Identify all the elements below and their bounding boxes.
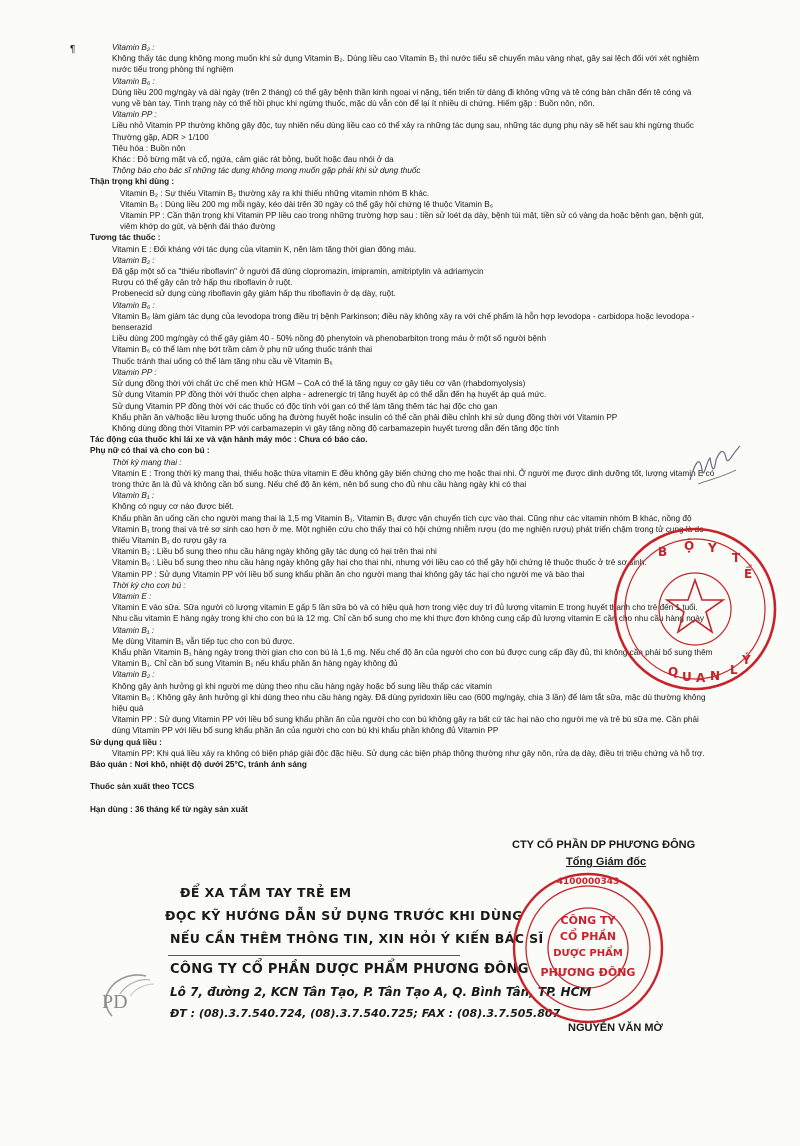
text-line: Không gây ảnh hưởng gì khi người mẹ dùng theo nhu cầu hàng ngày hoặc bổ sung liều thấp các vitamin [112, 681, 492, 691]
leaflet-text-block [90, 42, 780, 815]
text-line: Vitamin B₆ làm giảm tác dụng của levodopa trong điều trị bệnh Parkinson; điều này không xảy ra với chế phẩm là hỗn hợp levodopa - carbidopa hoặc levodopa - [112, 311, 695, 321]
text-line: Thời kỳ mang thai : [112, 457, 182, 467]
text-line: Vitamin B₁. Chỉ cần bổ sung Vitamin B₁ nếu khẩu phần ăn hàng ngày không đủ [112, 659, 398, 669]
text-line: Sử dụng quá liều : [90, 737, 162, 747]
svg-text:T: T [732, 551, 741, 565]
company-logo-icon [96, 970, 160, 1026]
text-line [90, 793, 780, 804]
svg-text:CÔNG TY: CÔNG TY [560, 914, 616, 927]
text-line: Liều nhỏ Vitamin PP thường không gây độc, tuy nhiên nếu dùng liều cao có thể xảy ra những tác dụng sau, những tác dụng phụ này sẽ hết sau khi ngừng thuốc [112, 121, 694, 131]
text-line: Thông báo cho bác sĩ những tác dụng không mong muốn gặp phải khi sử dụng thuốc [112, 166, 421, 176]
text-line: Sử dụng Vitamin PP đồng thời với các thuốc có độc tính với gan có thể làm tăng thêm tác hại độc cho gan [112, 401, 498, 411]
text-line: Tương tác thuốc : [90, 233, 161, 243]
text-line: dùng Vitamin PP với liều bổ sung khẩu phần ăn của người cho con bú khi khẩu phần không đủ Vitamin PP [112, 726, 499, 736]
text-line: viêm khớp do gút, và bệnh đái tháo đường [120, 222, 276, 232]
text-line: Probenecid sử dụng cùng riboflavin gây giảm hấp thu riboflavin ở dạ dày, ruột. [112, 289, 396, 299]
text-line: Vitamin B₂ : Sự thiếu Vitamin B₂ thường xảy ra khi thiếu những vitamin nhóm B khác. [120, 188, 430, 198]
text-line: Vitamin PP : Sử dụng Vitamin PP với liều bổ sung khẩu phần ăn cho người mang thai không gây tác hại cho người mẹ và bào thai [112, 569, 585, 579]
paragraph-mark: ¶ [70, 44, 76, 55]
text-line: trong thức ăn là đủ và không cần bổ sung. Nếu chế độ ăn kém, nên bổ sung cho đủ nhu cầu hàng ngày khi có thai [112, 479, 527, 489]
text-line: Vitamin B₂ : [112, 43, 155, 52]
company-phone-fax: ĐT : (08).3.7.540.724, (08).3.7.540.725; FAX : (08).3.7.505.807 [170, 1007, 561, 1020]
svg-text:L: L [730, 663, 738, 677]
text-line: Không thấy tác dụng không mong muốn khi sử dụng Vitamin B₂. Dùng liều cao Vitamin B₂ thì nước tiểu sẽ chuyển màu vàng nhạt, gây sai lệch đối với xét nghiệm [112, 54, 700, 64]
company-name: CÔNG TY CỔ PHẦN DƯỢC PHẨM PHƯƠNG ĐÔNG [170, 962, 529, 977]
text-line: Hạn dùng : 36 tháng kể từ ngày sản xuất [90, 804, 248, 814]
text-line: Vitamin PP: Khi quá liều xảy ra không có biện pháp giải độc đặc hiệu. Sử dụng các biện pháp thông thường như gây nôn, rửa dạ dày, điều trị triệu chứng và hỗ trợ. [112, 748, 705, 758]
text-line: Vitamin PP : Cần thận trọng khi Vitamin PP liều cao trong những trường hợp sau : tiền sử loét dạ dày, bệnh túi mật, tiền sử có vàng da hoặc bệnh gan, bệnh gút, [120, 211, 704, 221]
text-line: Khẩu phần ăn uống cần cho người mang thai là 1,5 mg Vitamin B₁. Vitamin B₁ được vận chuyển tích cực vào thai. Cũng như các vitamin nhóm B khác, nồng độ [112, 513, 692, 523]
text-line: Vitamin PP : [112, 110, 157, 120]
text-line: Vitamin E : [112, 591, 152, 601]
text-line: nước tiểu trong phòng thí nghiệm [112, 65, 234, 75]
text-line: Thận trọng khi dùng : [90, 177, 175, 187]
svg-text:N: N [710, 669, 721, 683]
official-seal-icon [610, 524, 780, 694]
text-line: Phụ nữ có thai và cho con bú : [90, 446, 210, 456]
text-line: Khẩu phần Vitamin B₁ hàng ngày trong thời gian cho con bú là 1,6 mg. Nếu chế độ ăn của người cho con bú được cung cấp đầy đủ, thì không cần phải bổ sung thêm [112, 647, 713, 657]
text-line: vụng về bàn tay. Tình trạng này có thể hồi phục khi ngừng thuốc, mặc dù vẫn còn để lại ít nhiều di chứng. Hiếm gặp : Buồn nôn, nôn. [112, 99, 595, 109]
text-line: Đã gặp một số ca "thiếu riboflavin" ở người đã dùng clopromazin, imipramin, amitriptylin và adriamycin [112, 267, 484, 277]
signer-role: Tổng Giám đốc [566, 856, 647, 868]
text-line: Không dùng đồng thời Vitamin PP với carbamazepin vì gây tăng nồng độ carbamazepin huyết tương dẫn đến tăng độc tính [112, 423, 559, 433]
text-line: Vitamin B₂ : [112, 255, 155, 265]
svg-text:PHƯƠNG ĐÔNG: PHƯƠNG ĐÔNG [540, 966, 636, 979]
text-line: Thời kỳ cho con bú : [112, 580, 186, 590]
text-line: Dùng liều 200 mg/ngày và dài ngày (trên 2 tháng) có thể gây bệnh thần kinh ngoại vi nặng, tiến triển từ dáng đi không vững và tê cóng bàn chân đến tê cóng và [112, 87, 692, 97]
footer-divider [168, 955, 460, 956]
warning-read-instructions: ĐỌC KỸ HƯỚNG DẪN SỬ DỤNG TRƯỚC KHI DÙNG [165, 908, 523, 923]
text-line: Khác : Đỏ bừng mặt và cổ, ngứa, cảm giác rát bỏng, buốt hoặc đau nhói ở da [112, 155, 394, 165]
svg-text:Q: Q [668, 665, 679, 679]
text-line: Rượu có thể gây cản trở hấp thu riboflavin ở ruột. [112, 278, 293, 288]
text-line: Vitamin B₆ có thể làm nhẹ bớt trầm cảm ở phụ nữ uống thuốc tránh thai [112, 345, 373, 355]
text-line: Vitamin B₁ : [112, 491, 155, 501]
svg-text:DƯỢC PHẨM: DƯỢC PHẨM [553, 948, 623, 959]
svg-text:Ộ: Ộ [684, 539, 695, 553]
svg-text:Ế: Ế [744, 567, 753, 581]
text-line: Tác động của thuốc khi lái xe và vận hành máy móc : Chưa có báo cáo. [90, 435, 368, 445]
text-line: Tiêu hóa : Buồn nôn [112, 143, 186, 153]
text-line: Sử dụng đồng thời với chất ức chế men khử HGM – CoA có thể là tăng nguy cơ gây tiêu cơ vân (rhabdomyolysis) [112, 379, 526, 389]
text-line: Vitamin B₁ : [112, 625, 155, 635]
text-line: Vitamin PP : Sử dụng Vitamin PP với liều bổ sung khẩu phần ăn của người cho con bú không gây ra bất cứ tác hại nào cho người mẹ và trẻ bú sữa mẹ. Cần phải [112, 715, 699, 725]
text-line: Vitamin B₆ : Liều bổ sung theo nhu cầu hàng ngày không gây hại cho thai nhi, nhưng với liều cao có thể gây hội chứng lệ thuộc thuốc ở trẻ sơ sinh. [112, 558, 647, 568]
text-line: thiếu Vitamin B₁ do rượu gây ra [112, 535, 227, 545]
text-line: Nhu cầu vitamin E hàng ngày trong khi cho con bú là 12 mg. Chỉ cần bổ sung cho mẹ khi thực đơn không cung cấp đủ lượng vitamin E cần cho nhu cầu hàng ngày [112, 614, 705, 624]
svg-text:Y: Y [708, 541, 717, 555]
svg-text:A: A [696, 671, 706, 685]
text-line: Vitamin E : Trong thời kỳ mang thai, thiếu hoặc thừa vitamin E đều không gây biến chứng cho mẹ hoặc thai nhi. Ở người mẹ được dinh dưỡng tốt, lượng vitamin E có [112, 468, 715, 478]
svg-text:B: B [658, 545, 668, 559]
signer-name: NGUYỄN VĂN MỜ [568, 1022, 663, 1034]
svg-text:CỔ PHẦN: CỔ PHẦN [559, 930, 617, 943]
svg-text:U: U [682, 670, 692, 684]
company-seal-icon [508, 868, 668, 1028]
text-line: Vitamin E : Đối kháng với tác dụng của vitamin K, nên làm tăng thời gian đông máu. [112, 244, 417, 254]
signer-company: CTY CỔ PHẦN DP PHƯƠNG ĐÔNG [512, 839, 696, 851]
text-line: Vitamin B₆ : [112, 76, 155, 86]
text-line [90, 770, 780, 781]
text-line: Sử dụng Vitamin PP đồng thời với thuốc chẹn alpha - adrenergic trị tăng huyết áp có thể dẫn đến hạ huyết áp quá mức. [112, 390, 547, 400]
text-line: hiệu quả [112, 703, 144, 713]
text-line: Vitamin B₆ : Không gây ảnh hưởng gì khi dùng theo nhu cầu hàng ngày. Đã dùng pyridoxin liều cao (600 mg/ngày, chia 3 lần) để làm tắt sữa, mặc dù thường không [112, 692, 706, 702]
text-line: Vitamin B₂ : [112, 670, 155, 680]
svg-text:4100000343: 4100000343 [556, 877, 620, 887]
warning-ask-doctor: NẾU CẦN THÊM THÔNG TIN, XIN HỎI Ý KIẾN BÁC SĨ [170, 931, 544, 946]
text-line: Liều dùng 200 mg/ngày có thể gây giảm 40 - 50% nồng độ phenytoin và phenobarbiton trong máu ở một số người bệnh [112, 334, 547, 344]
text-line: Thuốc sản xuất theo TCCS [90, 782, 195, 792]
svg-text:Ý: Ý [742, 653, 751, 667]
text-line: Vitamin B₂ : Liều bổ sung theo nhu cầu hàng ngày không gây tác dụng có hại trên thai nhi [112, 547, 437, 557]
text-line: Vitamin E vào sữa. Sữa người có lượng vitamin E gấp 5 lần sữa bò và có hiệu quả hơn trong việc duy trì đủ lượng vitamin E trong huyết thanh cho trẻ đến 1 tuổi. [112, 603, 698, 613]
text-line: Bảo quản : Nơi khô, nhiệt độ dưới 25°C, tránh ánh sáng [90, 760, 307, 769]
logo-text: PD [102, 991, 128, 1013]
text-line: Vitamin B₆ : [112, 300, 155, 310]
text-line: Không có nguy cơ nào được biết. [112, 502, 234, 512]
handwritten-initial-icon [686, 440, 746, 490]
text-line: Mẹ dùng Vitamin B₁ vẫn tiếp tục cho con bú được. [112, 636, 295, 646]
text-line: Thường gặp, ADR > 1/100 [112, 132, 209, 142]
warning-children: ĐỂ XA TẦM TAY TRẺ EM [180, 885, 352, 900]
text-line: Vitamin PP : [112, 367, 157, 377]
text-line: Vitamin B₁ trong thai và trẻ sơ sinh cao hơn ở mẹ. Một nghiên cứu cho thấy thai có hội chứng nhiễm rượu (do mẹ nghiện rượu) phát triển chậm trong tử cung là do [112, 524, 704, 534]
text-line: Vitamin B₆ : Dùng liều 200 mg mỗi ngày, kéo dài trên 30 ngày có thể gây hội chứng lệ thuộc Vitamin B₆ [120, 199, 494, 209]
text-line: Khẩu phần ăn và/hoặc liều lượng thuốc uống hạ đường huyết hoặc insulin có thể cần phải điều chỉnh khi sử dụng đồng thời với Vitamin PP [112, 412, 618, 422]
text-line: benserazid [112, 323, 153, 333]
text-line: Thuốc tránh thai uống có thể làm tăng nhu cầu về Vitamin B₆ [112, 356, 333, 366]
company-address: Lô 7, đường 2, KCN Tân Tạo, P. Tân Tạo A, Q. Bình Tân, TP. HCM [170, 985, 592, 999]
